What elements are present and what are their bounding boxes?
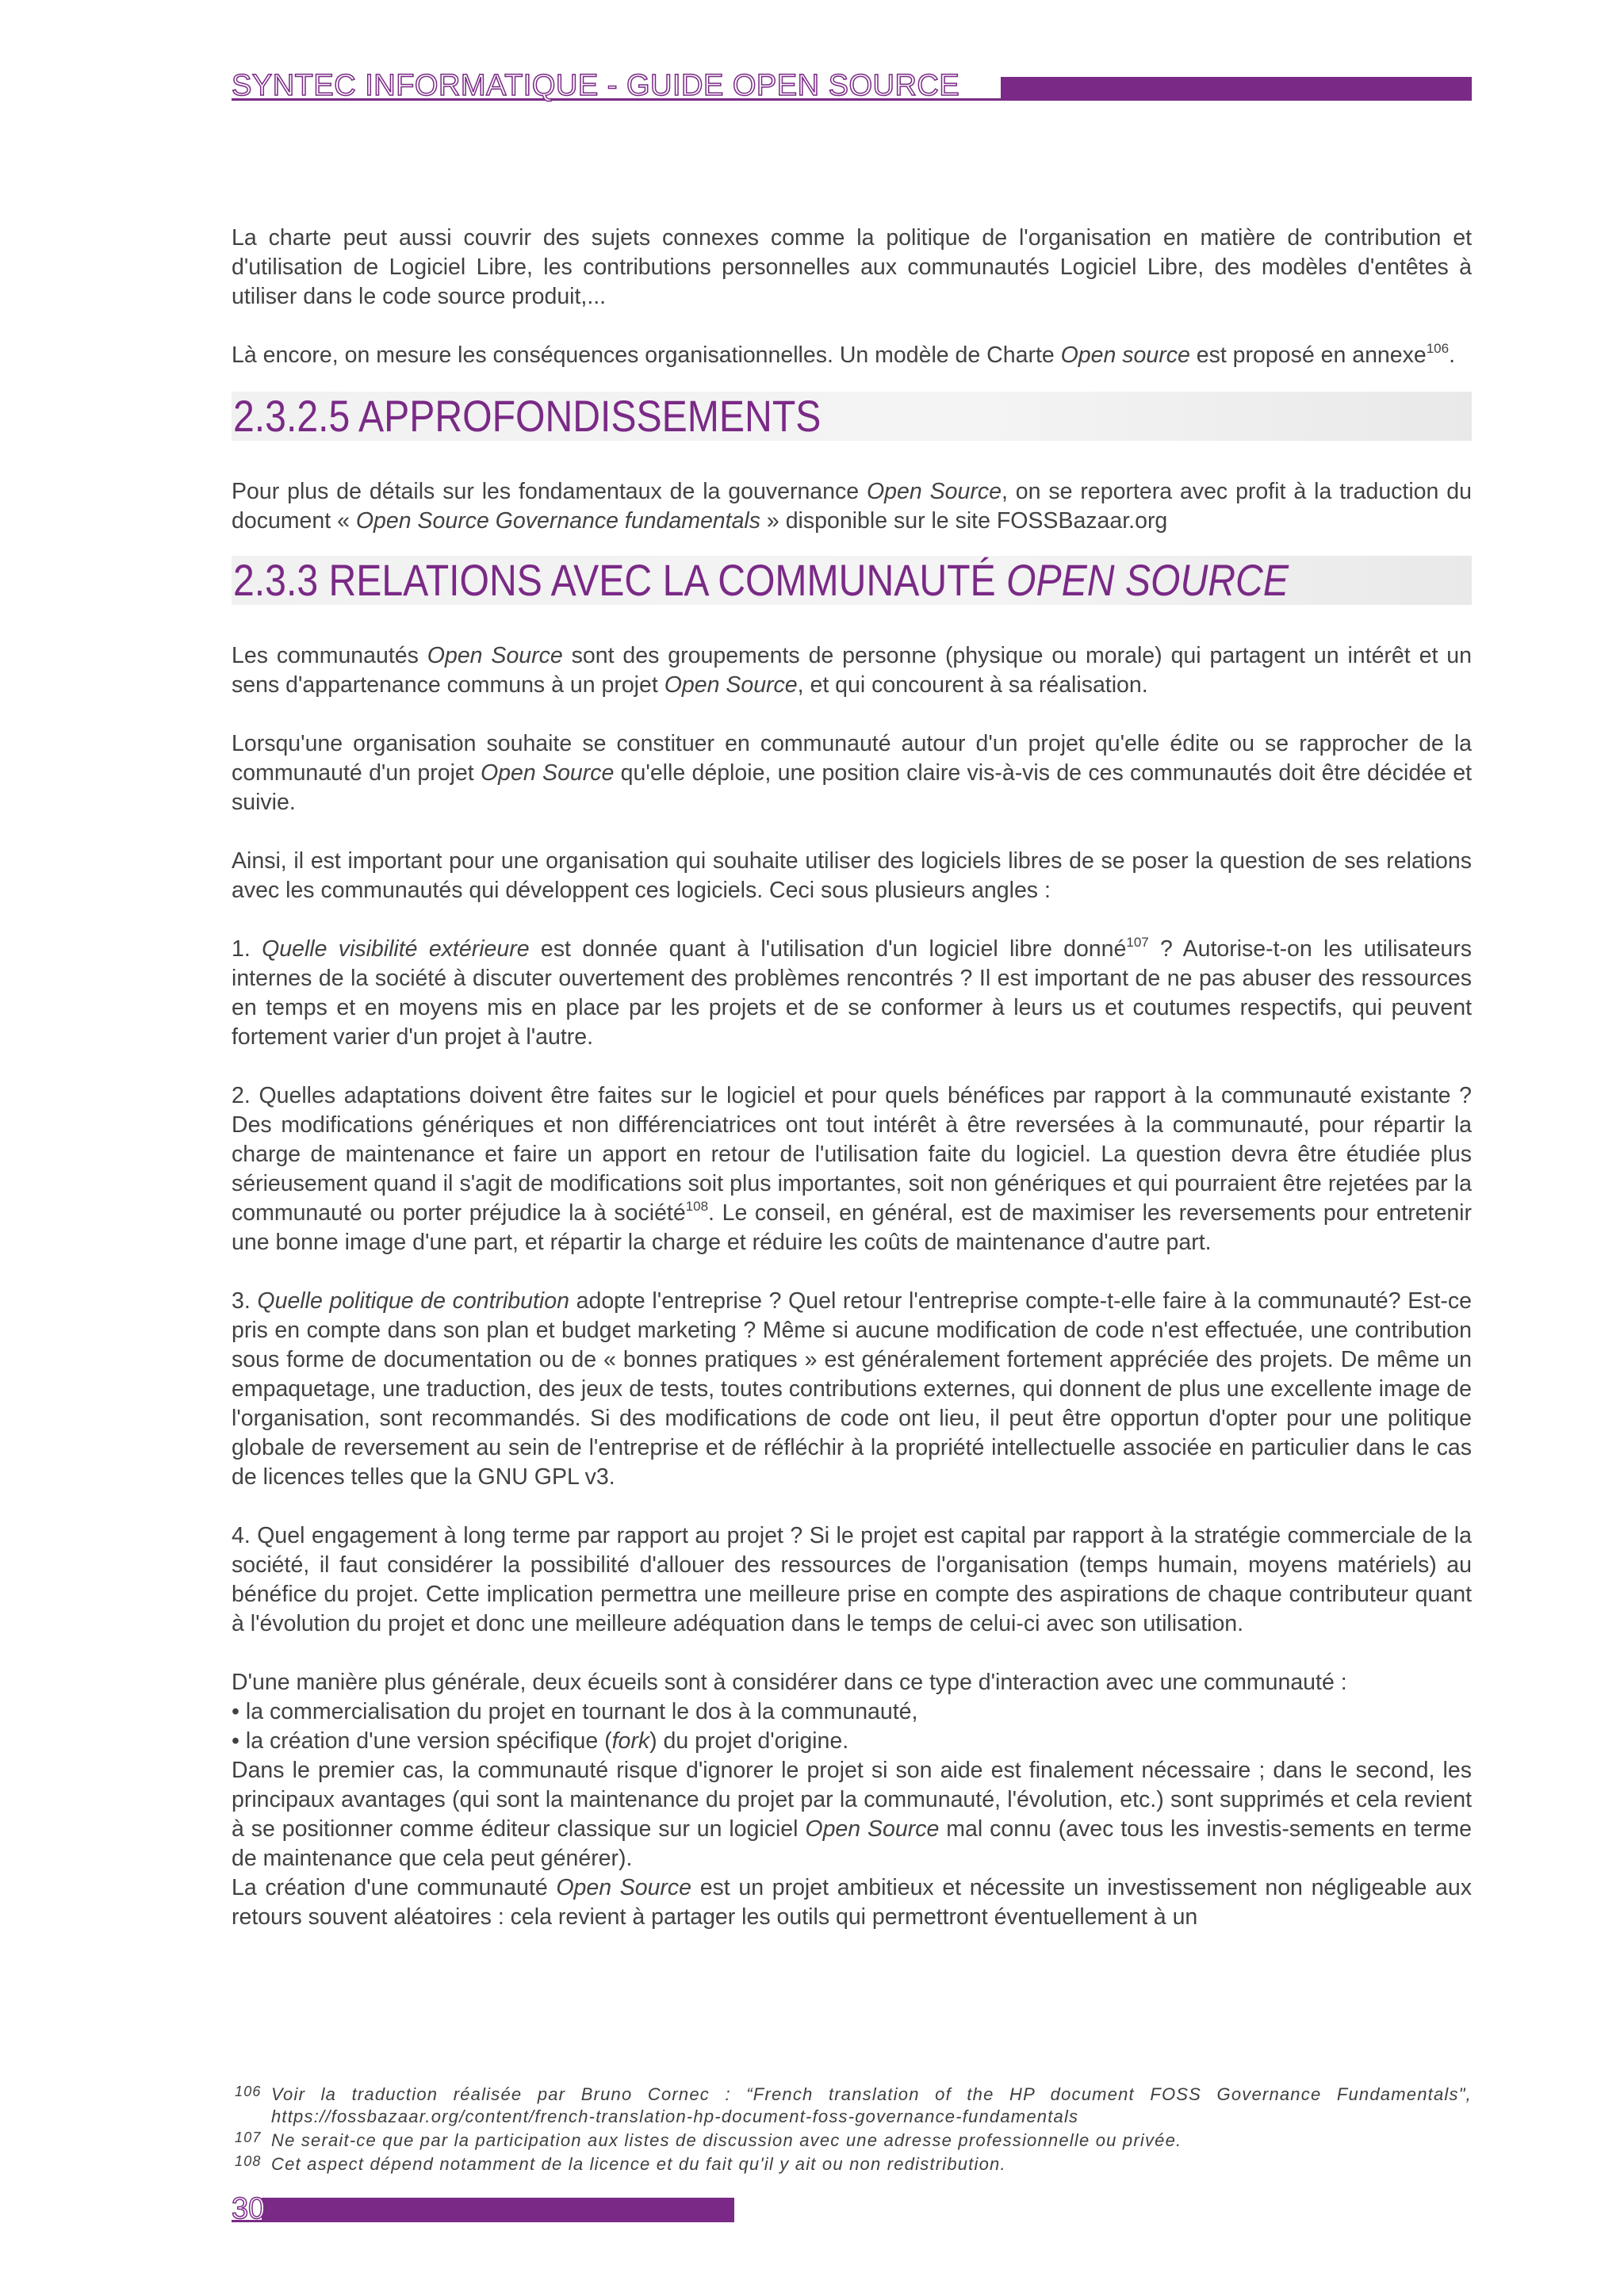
page-body <box>232 224 1472 1932</box>
section-heading-approfondissements: 2.3.2.5 APPROFONDISSEMENTS <box>232 392 1472 441</box>
paragraph-governance-details: Pour plus de détails sur les fondamentaux de la gouvernance Open Source, on se reportera avec profit à la traduction du document « Open Source Governance fundamentals » disponible sur le site FOSSBazaar.org <box>232 479 1472 534</box>
paragraph-community-position: Lorsqu'une organisation souhaite se constituer en communauté autour d'un projet qu'elle édite ou se rapprocher de la communauté d'un projet Open Source qu'elle déploie, une position claire vis-à-vis de ces communautés doit être décidée et suivie. <box>232 731 1472 815</box>
section-heading-relations-communaute: 2.3.3 RELATIONS AVEC LA COMMUNAUTÉ OPEN SOURCE <box>232 556 1472 605</box>
footnote-ref-107[interactable]: 107 <box>1126 935 1149 950</box>
page-number: 30 <box>232 2192 266 2225</box>
paragraph-organisational-consequences: Là encore, on mesure les conséquences organisationnelles. Un modèle de Charte Open source est proposé en annexe$^{106}$. <box>232 341 1456 368</box>
list-item-long-term-commitment: 4. Quel engagement à long terme par rapport au projet ? Si le projet est capital par rapport à la stratégie commerciale de la société, il faut considérer la possibilité d'allouer des ressources de l'organisation (temps humain, moyens matériels) au bénéfice du projet. Cette implication permettra une meilleure prise en compte des aspirations de chaque contributeur quant à l'évolution du projet et donc une meilleure adéquation dans le temps de celui-ci avec son utilisation. <box>232 1523 1472 1636</box>
footnote-ref-108[interactable]: 108 <box>685 1199 709 1214</box>
paragraph-pitfalls-detail: Dans le premier cas, la communauté risque d'ignorer le projet si son aide est finalement nécessaire ; dans le second, les principaux avantages (qui sont la maintenance du projet par la communauté, l'évolution, etc.) sont supprimés et cela revient à se positionner comme éditeur classique sur un logiciel Open Source mal connu (avec tous les investis-sements en terme de maintenance que cela peut générer). <box>232 1758 1472 1871</box>
footnote-108: 108 Cet aspect dépend notamment de la licence et du fait qu'il y ait ou non redistribution. <box>235 2153 1006 2174</box>
paragraph-charte-scope: La charte peut aussi couvrir des sujets connexes comme la politique de l'organisation en matière de contribution et d'utilisation de Logiciel Libre, les contributions personnelles aux communautés Logiciel Libre, des modèles d'entêtes à utiliser dans le code source produit,... <box>232 225 1472 309</box>
list-item-visibility: 1. Quelle visibilité extérieure est donnée quant à l'utilisation d'un logiciel libre donné$^{107}$ ? Autorise-t-on les utilisateurs internes de la société à discuter ouvertement des problèmes rencontrés ? Il est important de ne pas abuser des ressources en temps et en moyens mis en place par les projets et de se conformer à leurs us et coutumes respectifs, qui peuvent fortement varier d'un projet à l'autre. <box>232 935 1473 1050</box>
footnote-ref-106[interactable]: 106 <box>1426 341 1450 356</box>
footnote-107: 107 Ne serait-ce que par la participation aux listes de discussion avec une adresse professionnelle ou privée. <box>235 2130 1182 2150</box>
list-item-contribution-policy: 3. Quelle politique de contribution adopte l'entreprise ? Quel retour l'entreprise compte-t-elle faire à la communauté? Est-ce pris en compte dans son plan et budget marketing ? Même si aucune modification de code n'est effectuée, une contribution sous forme de documentation ou de « bonnes pratiques » est généralement fortement appréciée des projets. De même un empaquetage, une traduction, des jeux de tests, toutes contributions externes, qui donnent de plus une excellente image de l'organisation, sont recommandés. Si des modifications de code ont lieu, il peut être opportun d'opter pour une politique globale de reversement au sein de l'entreprise et de réfléchir à la propriété intellectuelle associée en particulier dans le cas de licences telles que la GNU GPL v3. <box>232 1288 1472 1490</box>
paragraph-angles-intro: Ainsi, il est important pour une organisation qui souhaite utiliser des logiciels libres de se poser la question de ses relations avec les communautés qui développent ces logiciels. Ceci sous plusieurs angles : <box>232 848 1472 903</box>
footnote-106: 106 Voir la traduction réalisée par Bruno Cornec : “French translation of the HP document FOSS Governance Fundamentals", https://fossbazaar.org/content/french-translation-hp-document-foss-governance-fundamentals <box>235 2084 1472 2126</box>
footnotes <box>232 2084 1472 2177</box>
footer-underline <box>232 2220 734 2222</box>
paragraph-community-creation: La création d'une communauté Open Source est un projet ambitieux et nécessite un investissement non négligeable aux retours souvent aléatoires : cela revient à partager les outils qui permettront éventuellement à un <box>232 1875 1472 1930</box>
bullet-fork: • la création d'une version spécifique (fork) du projet d'origine. <box>232 1728 849 1754</box>
header-bar <box>1001 77 1472 101</box>
paragraph-pitfalls-intro: D'une manière plus générale, deux écueils sont à considérer dans ce type d'interaction avec une communauté : <box>232 1670 1347 1695</box>
running-header: SYNTEC INFORMATIQUE - GUIDE OPEN SOURCE <box>232 69 960 102</box>
list-item-adaptations: 2. Quelles adaptations doivent être faites sur le logiciel et pour quels bénéfices par rapport à la communauté existante ? Des modifications génériques et non différenciatrices ont tout intérêt à être reversées à la communauté, pour répartir la charge de maintenance et faire un apport en retour de l'utilisation faite du logiciel. La question devra être étudiée plus sérieusement quand il s'agit de modifications soit plus importantes, soit non génériques et qui pourraient être rejetées par la communauté ou porter préjudice la à société$^{108}$. Le conseil, en général, est de maximiser les reversements pour entretenir une bonne image d'une part, et répartir la charge et réduire les coûts de maintenance d'autre part. <box>232 1083 1472 1255</box>
footer-bar <box>262 2198 734 2221</box>
paragraph-communities-definition: Les communautés Open Source sont des groupements de personne (physique ou morale) qui partagent un intérêt et un sens d'appartenance communs à un projet Open Source, et qui concourent à sa réalisation. <box>232 643 1472 698</box>
bullet-commercialisation: • la commercialisation du projet en tournant le dos à la communauté, <box>232 1699 918 1724</box>
